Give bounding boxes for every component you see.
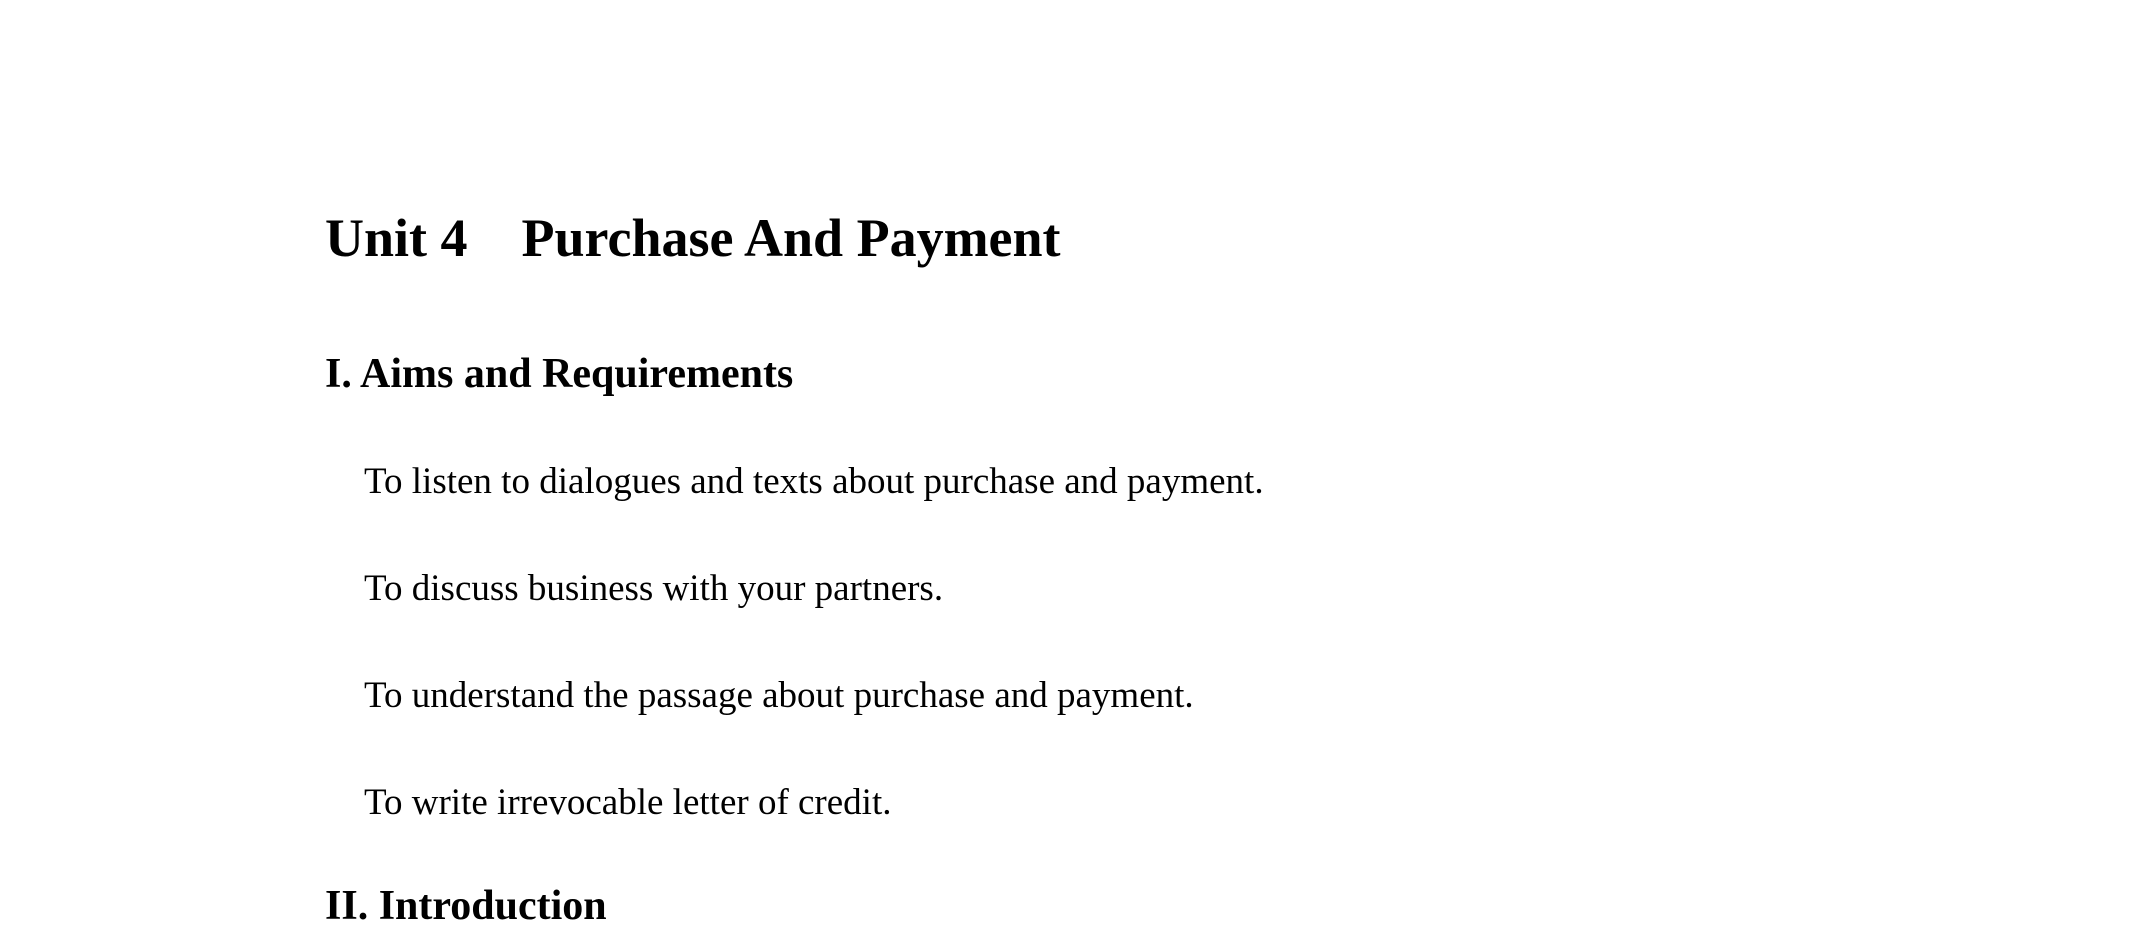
unit-title [325, 208, 1061, 268]
section-heading-introduction: II. Introduction [325, 883, 607, 929]
section-heading-aims: I. Aims and Requirements [325, 351, 794, 397]
title-gap [468, 208, 522, 268]
aim-item: To understand the passage about purchase and payment. [364, 675, 1194, 716]
aim-item: To listen to dialogues and texts about purchase and payment. [364, 461, 1264, 502]
unit-number: Unit 4 [325, 208, 468, 268]
aim-item: To discuss business with your partners. [364, 568, 944, 609]
unit-title-text: Purchase And Payment [521, 208, 1061, 268]
aim-item: To write irrevocable letter of credit. [364, 782, 892, 823]
